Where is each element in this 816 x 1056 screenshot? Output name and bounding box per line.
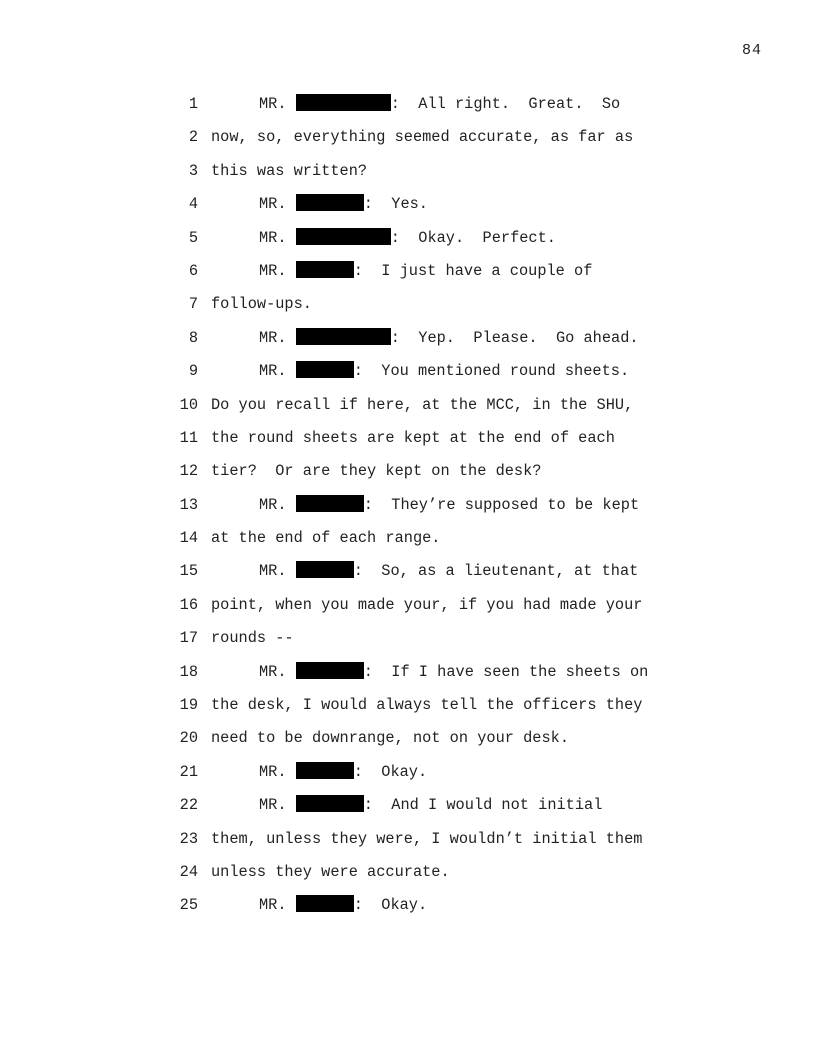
transcript-line [0,558,816,591]
line-number: 25 [179,896,198,915]
line-number: 24 [179,862,198,881]
line-number: 8 [188,328,198,347]
speaker-title: MR. [259,896,287,915]
speaker-line-text [259,225,556,251]
transcript-line [0,659,816,692]
speaker-line-text [259,91,620,117]
speaker-title: MR. [259,796,287,815]
line-number: 3 [188,161,198,180]
speaker-title: MR. [259,362,287,381]
transcript-line [0,325,816,358]
transcript-line [0,358,816,391]
redaction-box [296,662,364,679]
line-number: 11 [179,428,198,447]
transcript-line [0,725,816,758]
spoken-text: : Okay. [353,896,428,915]
line-number: 22 [179,796,198,815]
page-number: 84 [741,42,762,59]
speaker-line-text [259,258,592,284]
line-text: now, so, everything seemed accurate, as far as [211,128,634,147]
spoken-text: : I just have a couple of [353,261,593,280]
line-text: at the end of each range. [211,529,441,548]
line-number: 16 [179,595,198,614]
spoken-text: : Yep. Please. Go ahead. [390,328,639,347]
redaction-box [296,762,354,779]
line-text: the round sheets are kept at the end of each [211,428,615,447]
line-number: 19 [179,696,198,715]
line-number: 1 [188,95,198,113]
line-number: 14 [179,529,198,548]
transcript-line [0,258,816,291]
line-number: 12 [179,462,198,481]
speaker-title: MR. [259,762,287,781]
redaction-box [296,495,364,512]
speaker-title: MR. [259,195,287,214]
transcript-line [0,692,816,725]
speaker-title: MR. [259,328,287,347]
speaker-title: MR. [259,228,287,247]
speaker-line-text [259,892,427,918]
transcript-line [0,592,816,625]
speaker-title: MR. [259,261,287,280]
line-number: 21 [179,762,198,781]
speaker-title: MR. [259,95,287,113]
line-number: 5 [188,228,198,247]
redaction-box [296,561,354,578]
speaker-line-text [259,558,638,584]
spoken-text: : All right. Great. So [390,95,621,113]
redaction-box [296,94,391,111]
transcript-line [0,759,816,792]
line-number: 17 [179,629,198,648]
transcript-line [0,91,816,124]
line-text: Do you recall if here, at the MCC, in the SHU, [211,395,634,414]
line-number: 13 [179,495,198,514]
transcript-line [0,792,816,825]
line-text: need to be downrange, not on your desk. [211,729,570,748]
spoken-text: : Okay. [353,762,428,781]
transcript-line [0,392,816,425]
speaker-line-text [259,191,428,217]
transcript-line [0,191,816,224]
transcript-line [0,158,816,191]
speaker-title: MR. [259,562,287,581]
line-number: 23 [179,829,198,848]
line-number: 20 [179,729,198,748]
transcript-line [0,826,816,859]
line-number: 7 [188,295,198,314]
transcript-line [0,425,816,458]
line-number: 10 [179,395,198,414]
line-text: the desk, I would always tell the officers they [211,696,643,715]
redaction-box [296,361,354,378]
redaction-box [296,194,364,211]
speaker-line-text [259,325,639,351]
line-text: unless they were accurate. [211,862,450,881]
speaker-title: MR. [259,495,287,514]
line-text: them, unless they were, I wouldn’t initial them [211,829,643,848]
speaker-title: MR. [259,662,287,681]
redaction-box [296,895,354,912]
line-text: tier? Or are they kept on the desk? [211,462,542,481]
redaction-box [296,261,354,278]
line-number: 18 [179,662,198,681]
line-number: 6 [188,261,198,280]
transcript-line [0,492,816,525]
speaker-line-text [259,759,427,785]
transcript-line [0,458,816,491]
redaction-box [296,328,391,345]
spoken-text: : Yes. [363,195,428,214]
speaker-line-text [259,792,602,818]
redaction-box [296,795,364,812]
speaker-line-text [259,492,639,518]
spoken-text: : If I have seen the sheets on [363,662,649,681]
transcript-line [0,892,816,925]
line-number: 15 [179,562,198,581]
line-text: point, when you made your, if you had made your [211,595,643,614]
transcript-line [0,525,816,558]
speaker-line-text [259,358,629,384]
line-text: follow-ups. [211,295,312,314]
transcript-line [0,291,816,324]
line-number: 2 [188,128,198,147]
speaker-line-text [259,659,648,685]
transcript-body [0,91,816,926]
line-text: this was written? [211,161,368,180]
spoken-text: : You mentioned round sheets. [353,362,630,381]
transcript-line [0,124,816,157]
line-number: 9 [188,362,198,381]
spoken-text: : And I would not initial [363,796,603,815]
transcript-line [0,625,816,658]
spoken-text: : They’re supposed to be kept [363,495,640,514]
redaction-box [296,228,391,245]
line-number: 4 [188,195,198,214]
line-text: rounds -- [211,629,294,648]
spoken-text: : Okay. Perfect. [390,228,556,247]
transcript-line [0,225,816,258]
spoken-text: : So, as a lieutenant, at that [353,562,639,581]
transcript-line [0,859,816,892]
